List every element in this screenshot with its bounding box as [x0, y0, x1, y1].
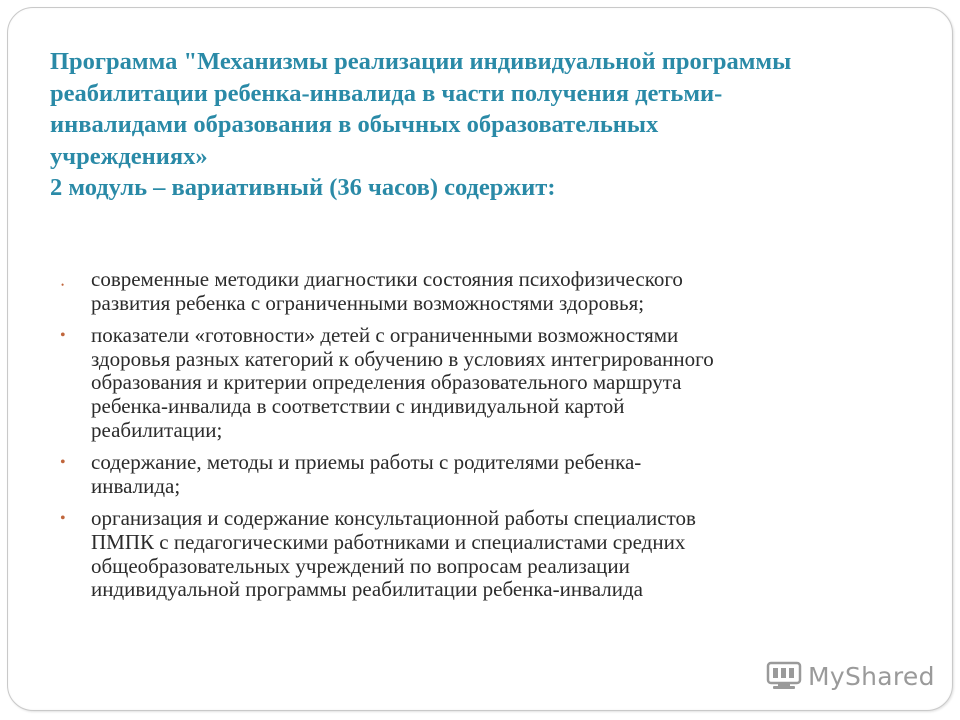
title-line: учреждениях» — [50, 142, 208, 170]
list-item-line: инвалида; — [91, 473, 181, 498]
bullet-icon: • — [60, 327, 66, 345]
list-item-line: организация и содержание консультационной работы специалистов — [91, 506, 696, 531]
module-line — [50, 172, 910, 204]
list-item-line: образования и критерии определения образовательного маршрута — [91, 370, 682, 395]
module-name: модуль – вариативный (36 часов) — [68, 174, 438, 201]
bullet-icon: • — [60, 454, 66, 472]
list-item-line: современные методики диагностики состояния психофизического — [91, 267, 683, 291]
list-item — [58, 324, 918, 442]
list-item-line: ребенка-инвалида в соответствии с индивидуальной картой — [91, 393, 625, 418]
slide-title — [50, 46, 910, 204]
list-item — [58, 451, 918, 498]
module-suffix: содержит: — [444, 174, 556, 201]
bullet-icon: • — [61, 280, 65, 290]
watermark-text: MyShared — [808, 661, 935, 691]
module-number: 2 — [50, 174, 63, 201]
list-item-line: развития ребенка с ограниченными возможностями здоровья; — [91, 290, 645, 315]
list-item-line: индивидуальной программы реабилитации ребенка-инвалида — [91, 577, 643, 602]
list-item-line: показатели «готовности» детей с ограниченными возможностями — [91, 323, 679, 348]
watermark — [766, 656, 935, 696]
list-item-line: здоровья разных категорий к обучению в условиях интегрированного — [91, 346, 714, 371]
list-item — [58, 268, 918, 315]
title-line: реабилитации ребенка-инвалида в части получения детьми- — [50, 79, 723, 107]
list-item-line: реабилитации; — [91, 417, 223, 442]
list-item-line: общеобразовательных учреждений по вопросам реализации — [91, 553, 630, 578]
list-item — [58, 507, 918, 601]
title-line: Программа "Механизмы реализации индивидуальной программы — [50, 48, 792, 75]
list-item-line: содержание, методы и приемы работы с родителями ребенка- — [91, 450, 642, 475]
mysharedlogo-icon — [766, 660, 802, 692]
title-line: инвалидами образования в обычных образовательных — [50, 111, 659, 138]
content-list — [58, 268, 918, 602]
bullet-icon: • — [60, 510, 66, 528]
list-item-line: ПМПК с педагогическими работниками и специалистами средних — [91, 529, 686, 554]
